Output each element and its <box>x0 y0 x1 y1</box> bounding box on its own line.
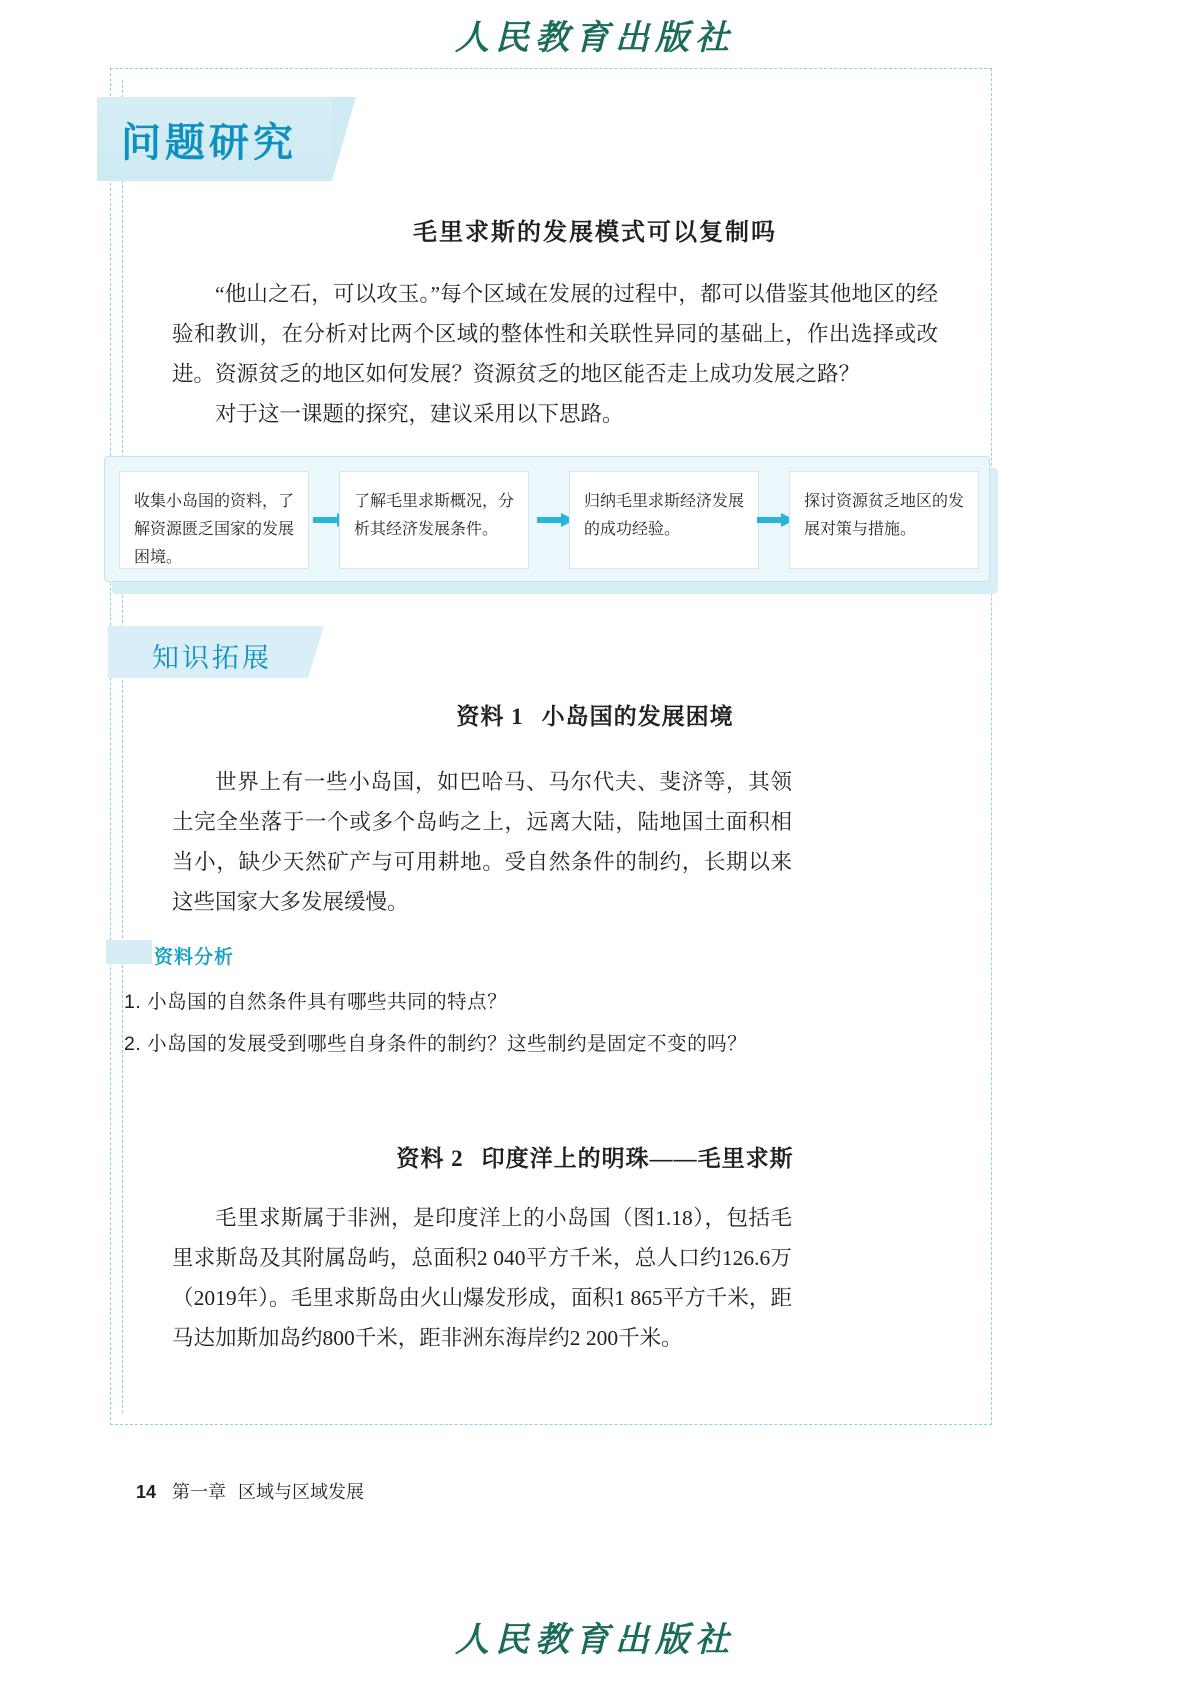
page-title: 毛里求斯的发展模式可以复制吗 <box>413 220 777 246</box>
flow-diagram <box>104 456 990 582</box>
material-2-body: 毛里求斯属于非洲，是印度洋上的小岛国（图1.18），包括毛里求斯岛及其附属岛屿，总面积2 040平方千米，总人口约126.6万（2019年）。毛里求斯岛由火山爆发形成，面积1 865平方千米，距马达加斯加岛约800千米，距非洲东海岸约2 200千米。 <box>172 1206 792 1350</box>
footer-chapter: 第一章 <box>172 1482 227 1502</box>
intro-paragraph-1: “他山之石，可以攻玉。”每个区域在发展的过程中，都可以借鉴其他地区的经验和教训，在分析对比两个区域的整体性和关联性异同的基础上，作出选择或改进。资源贫乏的地区如何发展？资源贫乏的地区能否走上成功发展之路？ <box>172 282 938 386</box>
analysis-question-2: 2. 小岛国的发展受到哪些自身条件的制约？这些制约是固定不变的吗？ <box>124 1033 748 1055</box>
material-1-label: 资料 1 <box>456 704 524 729</box>
flow-step-2: 了解毛里求斯概况，分析其经济发展条件。 <box>339 471 529 569</box>
section-banner-label: 问题研究 <box>121 121 297 165</box>
publisher-logo-top: 人民教育出版社 <box>455 20 735 57</box>
analysis-label <box>106 940 336 972</box>
flow-step-4: 探讨资源贫乏地区的发展对策与措施。 <box>789 471 979 569</box>
material-2-heading <box>0 1140 1190 1173</box>
intro-text <box>172 274 938 434</box>
analysis-label-text: 资料分析 <box>154 947 235 968</box>
analysis-label-bar <box>106 940 152 964</box>
material-2-label: 资料 2 <box>396 1146 464 1171</box>
page-footer <box>136 1478 364 1504</box>
analysis-question-1: 1. 小岛国的自然条件具有哪些共同的特点？ <box>124 991 508 1013</box>
flow-step-1: 收集小岛国的资料，了解资源匮乏国家的发展困境。 <box>119 471 309 569</box>
footer-chapter-title: 区域与区域发展 <box>238 1482 365 1502</box>
subsection-banner-label: 知识拓展 <box>152 643 272 673</box>
material-1-heading <box>0 698 1190 731</box>
footer-page-number: 14 <box>136 1482 157 1502</box>
section-banner <box>97 97 332 181</box>
flow-step-3: 归纳毛里求斯经济发展的成功经验。 <box>569 471 759 569</box>
subsection-banner <box>108 626 308 678</box>
publisher-logo-bottom: 人民教育出版社 <box>455 1622 735 1659</box>
material-1-body: 世界上有一些小岛国，如巴哈马、马尔代夫、斐济等，其领土完全坐落于一个或多个岛屿之上，远离大陆，陆地国土面积相当小，缺少天然矿产与可用耕地。受自然条件的制约，长期以来这些国家大多发展缓慢。 <box>172 770 792 914</box>
material-2-title: 印度洋上的明珠——毛里求斯 <box>481 1146 794 1171</box>
material-1-title: 小岛国的发展困境 <box>541 704 734 729</box>
intro-paragraph-2: 对于这一课题的探究，建议采用以下思路。 <box>215 402 624 426</box>
